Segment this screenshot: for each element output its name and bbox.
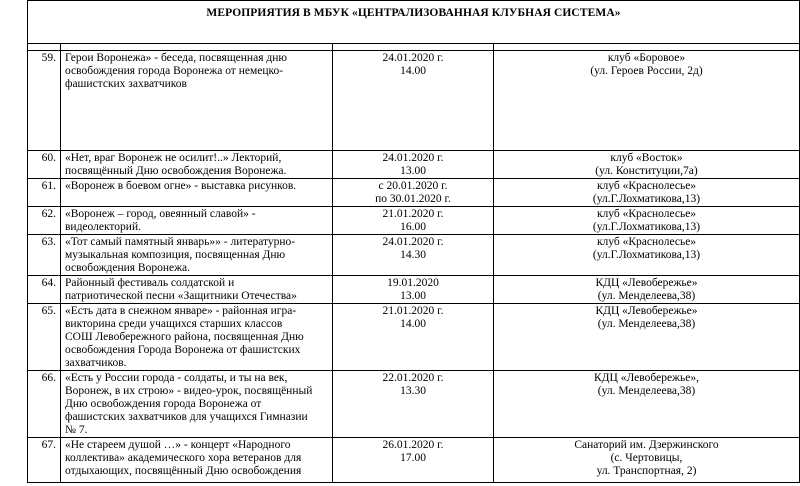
event-venue-line: клуб «Боровое» [607,52,686,64]
event-description-line: освобождения Города Воронежа от фашистских [65,344,301,356]
event-venue-line: ул. Транспортная, 2) [596,465,697,477]
events-table [27,0,800,483]
event-date [333,371,494,438]
event-date-line: 17.00 [400,452,426,464]
event-description-line: «Есть дата в снежном январе» - районная игра- [65,305,297,317]
event-venue-line: КДЦ «Левобережье» [595,277,698,289]
event-description-line: «Воронеж в боевом огне» - выставка рисунков. [65,180,297,192]
event-date-line: 13.30 [400,385,426,397]
event-date-line: с 20.01.2020 г. [378,180,448,192]
event-description-line: видеолекторий. [65,221,141,233]
event-description-line: Герои Воронежа» - беседа, посвященная дню [65,52,287,64]
event-date [333,235,494,276]
event-description-line: музыкальная композиция, посвященная Дню [65,249,286,261]
event-date-line: 13.00 [400,165,426,177]
event-venue [494,438,800,483]
event-venue [494,371,800,438]
event-description [61,304,333,371]
event-date [333,151,494,179]
event-date-line: 14.00 [400,65,426,77]
event-description-line: Воронеж, в их строю» - видео-урок, посвящённый [65,385,313,397]
event-date-line: по 30.01.2020 г. [375,193,451,205]
event-description [61,179,333,207]
event-description [61,207,333,235]
event-venue [494,235,800,276]
row-number: 60. [28,151,61,179]
row-number: 59. [28,51,61,151]
event-description [61,371,333,438]
event-date [333,304,494,371]
spacer-row [28,44,800,51]
event-date-line: 21.01.2020 г. [382,208,444,220]
title-row [28,1,800,44]
event-venue-line: клуб «Восток» [610,152,683,164]
table-row [28,235,800,276]
event-venue [494,179,800,207]
event-description-line: «Не стареем душой …» - концерт «Народного [65,439,291,451]
event-venue-line: (ул. Менделеева,38) [597,385,696,397]
event-date [333,438,494,483]
event-description-line: фашистских захватчиков [65,78,187,90]
event-date-line: 24.01.2020 г. [382,236,444,248]
event-date-line: 14.00 [400,318,426,330]
event-date-line: 26.01.2020 г. [382,439,444,451]
event-description-line: «Тот самый памятный январь»» - литературно- [65,236,296,248]
event-description [61,51,333,151]
event-venue-line: (ул.Г.Лохматикова,13) [592,249,701,261]
event-description-line: «Нет, враг Воронеж не осилит!..» Лекторий, [65,152,282,164]
event-date-line: 13.00 [400,290,426,302]
event-description-line: освобождения города Воронежа от немецко- [65,65,284,77]
event-date-line: 24.01.2020 г. [382,52,444,64]
event-description [61,276,333,304]
event-description-line: «Воронеж – город, овеянный славой» - [65,208,256,220]
event-description [61,438,333,483]
table-row [28,51,800,151]
event-venue-line: (ул. Героев России, 2д) [590,65,703,77]
event-venue [494,207,800,235]
event-venue-line: (ул. Менделеева,38) [597,290,696,302]
event-venue [494,151,800,179]
table-title: МЕРОПРИЯТИЯ В МБУК «ЦЕНТРАЛИЗОВАННАЯ КЛУБНАЯ СИСТЕМА» [28,1,800,44]
event-date-line: 16.00 [400,221,426,233]
event-description-line: отдыхающих, посвящённый Дню освобождения [65,465,302,477]
event-description-line: № 7. [65,424,88,436]
event-venue-line: клуб «Краснолесье» [596,236,697,248]
event-venue [494,276,800,304]
row-number: 63. [28,235,61,276]
table-row [28,371,800,438]
event-venue-line: клуб «Краснолесье» [596,180,697,192]
event-date-line: 14.30 [400,249,426,261]
event-date-line: 24.01.2020 г. [382,152,444,164]
table-row [28,276,800,304]
event-venue-line: (ул. Конституции,7а) [595,165,698,177]
event-venue-line: (ул.Г.Лохматикова,13) [592,221,701,233]
event-venue-line: Санаторий им. Дзержинского [574,439,719,451]
event-description-line: коллектива» академического хора ветеранов для [65,452,302,464]
row-number: 66. [28,371,61,438]
event-date-line: 19.01.2020 [387,277,439,289]
event-venue-line: КДЦ «Левобережье», [594,372,699,384]
event-venue-line: (с. Чертовицы, [610,452,683,464]
event-description-line: посвящённый Дню освобождения Воронежа. [65,165,287,177]
event-venue-line: (ул. Менделеева,38) [597,318,696,330]
row-number: 62. [28,207,61,235]
event-description-line: Дню освобождения города Воронежа от [65,398,262,410]
event-venue-line: КДЦ «Левобережье» [595,305,698,317]
row-number: 65. [28,304,61,371]
event-description-line: фашистских захватчиков для учащихся Гимназии [65,411,308,423]
table-row [28,179,800,207]
event-description [61,235,333,276]
event-description [61,151,333,179]
event-date [333,179,494,207]
event-description-line: патриотической песни «Защитники Отечества» [65,290,297,302]
event-date-line: 22.01.2020 г. [382,372,444,384]
event-date [333,207,494,235]
event-description-line: «Есть у России города - солдаты, и ты на век, [65,372,288,384]
row-number: 64. [28,276,61,304]
event-venue [494,304,800,371]
event-date [333,276,494,304]
table-row [28,207,800,235]
row-number: 61. [28,179,61,207]
event-venue-line: клуб «Краснолесье» [596,208,697,220]
table-row [28,151,800,179]
table-row [28,438,800,483]
event-date-line: 21.01.2020 г. [382,305,444,317]
event-description-line: викторина среди учащихся старших классов [65,318,283,330]
event-description-line: Районный фестиваль солдатской и [65,277,235,289]
event-venue [494,51,800,151]
event-date [333,51,494,151]
row-number: 67. [28,438,61,483]
table-row [28,304,800,371]
event-description-line: освобождения Воронежа. [65,262,191,274]
event-description-line: СОШ Левобережного района, посвященная Дню [65,331,304,343]
event-description-line: захватчиков. [65,357,127,369]
event-venue-line: (ул.Г.Лохматикова,13) [592,193,701,205]
